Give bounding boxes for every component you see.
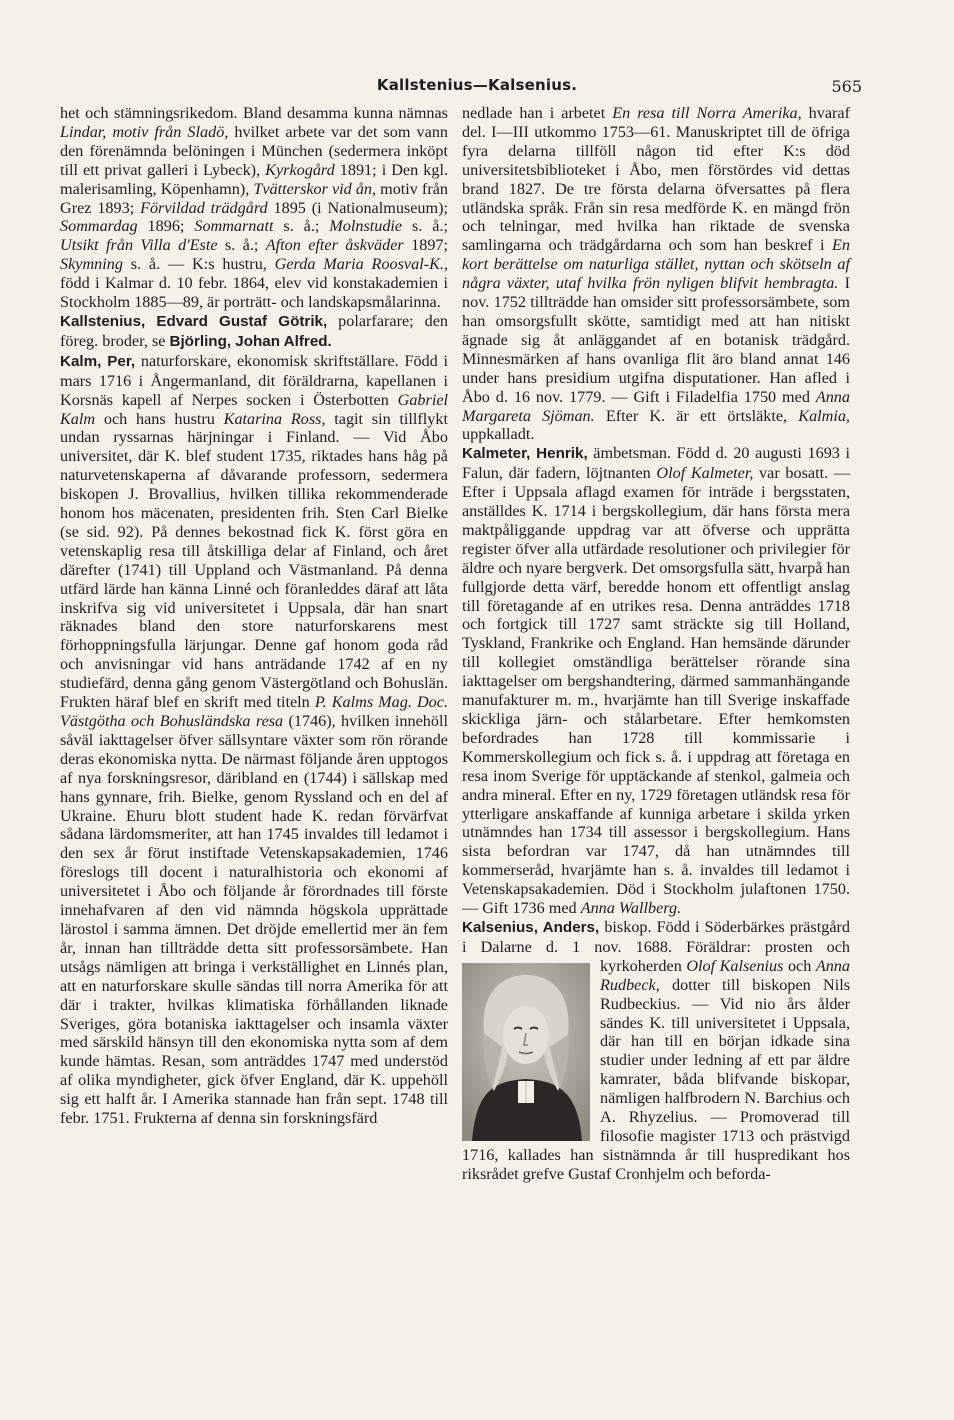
running-title: Kallstenius—Kalsenius. xyxy=(376,76,578,94)
paragraph-kallstenius-works: het och stämningsrikedom. Bland desamma kunna nämnas Lindar, motiv från Sladö, hvilket arbete var det som vann den förenämnda belöningen i München (sedermera inköpt till ett privat galleri i Lybeck), Kyrkogård 1891; i Den kgl. malerisamling, Köpenhamn), Tvätterskor vid ån, motiv från Grez 1893; Förvildad trädgård 1895 (i Nationalmuseum); Sommardag 1896; Sommarnatt s. å.; Molnstudie s. å.; Utsikt från Villa d'Este s. å.; Afton efter åskväder 1897; Skymning s. å. — K:s hustru, Gerda Maria Roosval-K., född i Kalmar d. 10 febr. 1864, elev vid konstakademien i Stockholm 1885—89, är porträtt- och landskapsmålarinna. xyxy=(60,104,449,312)
entry-kalsenius-anders: Kalsenius, Anders, biskop. Född i Söderbärkes prästgård i Dalarne d. 1 nov. 1688. Föräldrar: prosten och kyrkoherden Olof Kalsenius och Anna Rudbeck, dotter till biskopen Nils Rudbeckius. — Vid nio års ålder sändes K. till universitetet i Uppsala, där han till en början idkade sina studier under ledning af ett par äldre kamrater, båda blifvande biskopar, nämligen halfbrodern N. Barchius och A. Rhyzelius. — Promoverad till filosofie magister 1713 och prästvigd 1716, kallades han sistnämnda år till huspredikant hos riksrådet grefve Gustaf Cronhjelm och beforda- xyxy=(462,917,850,1183)
headword: Kallstenius, Edvard Gustaf Götrik, xyxy=(60,312,328,330)
paragraph-kalm-continued: nedlade han i arbetet En resa till Norra Amerika, hvaraf del. I—III utkommo 1753—61. Manuskriptet till de öfriga fyra delarna tillföll någon tid efter K:s död universitetsbiblioteket i Åbo, men förstördes vid dettas brand 1827. De tre första delarna öfversattes på flera utländska språk. Från sin resa medförde K. en mängd frön och telningar, med hvilka han riktade de svenska samlingarna och trädgårdarna och som han beskref i En kort berättelse om naturliga stället, nyttan och skötseln af några växter, utaf hvilka frön nyligen blifvit hembragta. I nov. 1752 tillträdde han omsider sitt professorsämbete, som han omsorgsfullt skötte, samtidigt med att han nitiskt ägnade sig åt anläggandet af en botanisk trädgård. Minnesmärken af hans ovanliga flit äro bland annat 146 under hans presidium utgifna disputationer. Han afled i Åbo d. 16 nov. 1779. — Gift i Filadelfia 1750 med Anna Margareta Sjöman. Efter K. är ett örtsläkte, Kalmia, uppkalladt. xyxy=(462,104,850,444)
right-column xyxy=(462,104,850,1184)
headword: Kalm, Per, xyxy=(60,352,136,370)
portrait-image xyxy=(462,963,590,1141)
left-column xyxy=(60,104,448,1128)
headword-reference: Björling, Johan Alfred. xyxy=(169,332,332,350)
entry-kalm-per: Kalm, Per, naturforskare, ekonomisk skriftställare. Född i mars 1716 i Ångermanland, dit föräldrarna, kapellanen i Korsnäs kapell af Nerpes socken i Österbotten Gabriel Kalm och hans hustru Katarina Ross, tagit sin tillflykt undan ryssarnas härjningar i Finland. — Vid Åbo universitet, där K. blef student 1735, riktades hans håg på naturvetenskaperna af dåvarande professorn, sedermera biskopen J. Brovallius, hvilken tillika rekommenderade honom hos mäcenaten, presidenten frih. Sten Carl Bielke (se sid. 92). På dennes bekostnad fick K. först göra en vetenskaplig resa till åtskilliga delar af Finland, och året därefter (1741) till Uppland och Västmanland. På denna utfärd lärde han känna Linné och föranleddes däraf att låta inskrifva sig vid universitetet i Uppsala, där han snart räknades bland den store naturforskarens mest förhoppningsfulla lärjungar. Denne gaf honom goda råd och anvisningar vid hans anträdande 1742 af en ny studiefärd, denna gång genom Västergötland och Bohuslän. Frukten häraf blef en skrift med titeln P. Kalms Mag. Doc. Västgötha och Bohusländska resa (1746), hvilken innehöll såväl iakttagelser öfver sällsyntare växter som rön rörande deras ekonomiska nytta. De närmast följande åren upptogos af nya forskningsresor, däribland en (1744) i sällskap med hans gynnare, frih. Bielke, genom Ryssland och en del af Ukraine. Ehuru blott student hade K. redan förvärfvat sådana lärdomsmeriter, att han 1745 invaldes till ledamot i den sex år förut instiftade Vetenskapsakademien, 1746 föreslogs till docent i naturalhistoria och ekonomi af universitetet i Åbo och följande år förordnades till förste innehafvaren af den vid nämnda högskola upprättade lärostol i samma ämnen. Det dröjde emellertid mer än fem år, innan han tillträdde detta sitt professorsämbete. Han utsågs nämligen att bringa i verkställighet en Linnés plan, att en naturforskare skulle sändas till norra Amerika för att där i trakter, hvilkas klimatiska förhållanden liknade Sveriges, göra botaniska iakttagelser och insamla växter med särskild hänsyn till den ekonomiska nytta som af dem kunde hämtas. Resan, som anträddes 1747 med understöd af olika myndigheter, gick öfver England, där K. uppehöll sig ett halft år. I Amerika stannade han från sept. 1748 till febr. 1751. Frukterna af denna sin forskningsfärd xyxy=(60,351,448,1128)
headword: Kalmeter, Henrik, xyxy=(462,445,588,463)
entry-kalmeter-henrik: Kalmeter, Henrik, ämbetsman. Född d. 20 augusti 1693 i Falun, där fadern, löjtnanten Olof Kalmeter, var bosatt. — Efter i Uppsala aflagd examen för inträde i bergsstaten, anställdes K. 1714 i bergskollegium, där hans första mera maktpåliggande uppdrag var att öfverse och upprätta register öfver alla utfärdade resolutioner och privilegier för äldre och nyare bergverk. Det omsorgsfulla sätt, hvarpå han fullgjorde detta värf, beredde honom ett offentligt anslag till företagande af en utrikes resa. Denna anträddes 1718 och fortgick till 1727 samt sträckte sig till Holland, Tyskland, Frankrike och England. Han hemsände därunder till kollegiet omständliga berättelser rörande sina iakttagelser om bergshandtering, därmed sammanhängande manufakturer m. m., hvarjämte han till Sverige inskaffade skickliga järn- och stålarbetare. Efter hemkomsten befordrades han 1728 till kommissarie i Kommerskollegium och fick s. å. i uppdrag att företaga en resa inom Sverige för upptäckande af stenkol, galmeia och andra mineral. Efter en ny, 1729 företagen utländsk resa för ytterligare anskaffande af kunniga arbetare i skilda yrken utnämndes han 1734 till assessor i bergskollegium. Hans sista befordran var 1747, då han utnämndes till kommerseråd, hvarjämte han s. å. invaldes till ledamot i Vetenskapsakademien. Död i Stockholm julaftonen 1750. — Gift 1736 med Anna Wallberg. xyxy=(462,444,851,918)
entry-kallstenius-edvard: Kallstenius, Edvard Gustaf Götrik, polarfarare; den föreg. broder, se Björling, Johan Alfred. xyxy=(60,311,448,350)
page-header xyxy=(0,76,954,100)
page-number: 565 xyxy=(831,77,862,96)
headword: Kalsenius, Anders, xyxy=(462,918,600,936)
